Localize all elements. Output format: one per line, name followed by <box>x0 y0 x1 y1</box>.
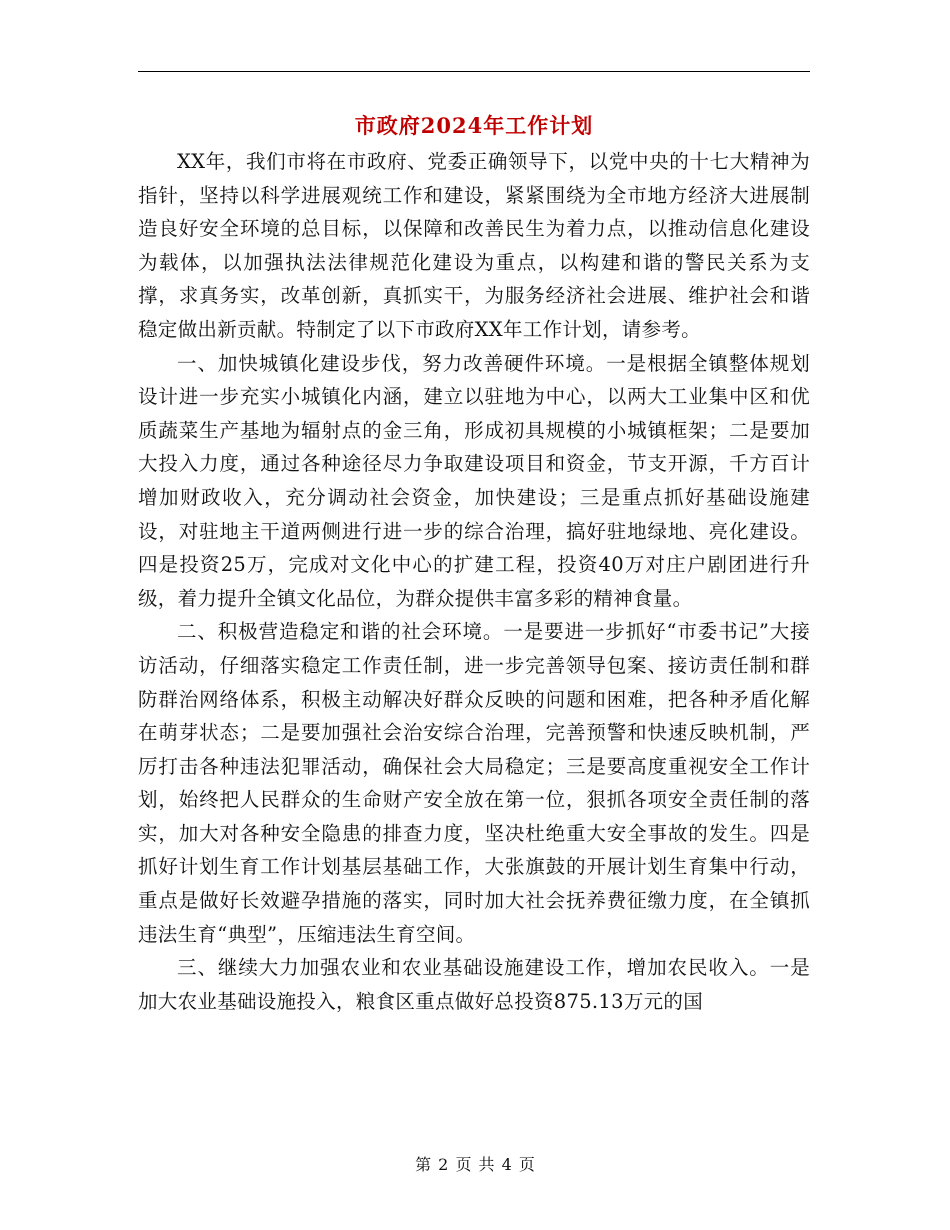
paragraph-section-1: 一、加快城镇化建设步伐，努力改善硬件环境。一是根据全镇整体规划设计进一步充实小城镇化内涵，建立以驻地为中心，以两大工业集中区和优质蔬菜生产基地为辐射点的金三角，形成初具规模的小城镇框架；二是要加大投入力度，通过各种途径尽力争取建设项目和资金，节支开源，千方百计增加财政收入，充分调动社会资金，加快建设；三是重点抓好基础设施建设，对驻地主干道两侧进行进一步的综合治理，搞好驻地绿地、亮化建设。四是投资25万，完成对文化中心的扩建工程，投资40万对庄户剧团进行升级，着力提升全镇文化品位，为群众提供丰富多彩的精神食量。 <box>138 351 810 610</box>
page-number-footer: 第 2 页 共 4 页 <box>415 1155 535 1174</box>
paragraph-section-2: 二、积极营造稳定和谐的社会环境。一是要进一步抓好“市委书记”大接访活动，仔细落实稳定工作责任制，进一步完善领导包案、接访责任制和群防群治网络体系，积极主动解决好群众反映的问题和困难，把各种矛盾化解在萌芽状态；二是要加强社会治安综合治理，完善预警和快速反映机制，严厉打击各种违法犯罪活动，确保社会大局稳定；三是要高度重视安全工作计划，始终把人民群众的生命财产安全放在第一位，狠抓各项安全责任制的落实，加大对各种安全隐患的排查力度，坚决杜绝重大安全事故的发生。四是抓好计划生育工作计划基层基础工作，大张旗鼓的开展计划生育集中行动，重点是做好长效避孕措施的落实，同时加大社会抚养费征缴力度，在全镇抓违法生育“典型”，压缩违法生育空间。 <box>138 620 810 946</box>
document-body <box>138 145 810 1018</box>
paragraph-section-3: 三、继续大力加强农业和农业基础设施建设工作，增加农民收入。一是加大农业基础设施投入，粮食区重点做好总投资875.13万元的国 <box>138 956 810 1013</box>
header-rule <box>138 71 810 72</box>
document-title: 市政府2024年工作计划 <box>354 113 594 138</box>
paragraph-intro: XX年，我们市将在市政府、党委正确领导下，以党中央的十七大精神为指针，坚持以科学进展观统工作和建设，紧紧围绕为全市地方经济大进展制造良好安全环境的总目标，以保障和改善民生为着力点，以推动信息化建设为载体，以加强执法法律规范化建设为重点，以构建和谐的警民关系为支撑，求真务实，改革创新，真抓实干，为服务经济社会进展、维护社会和谐稳定做出新贡献。特制定了以下市政府XX年工作计划，请参考。 <box>138 150 810 341</box>
